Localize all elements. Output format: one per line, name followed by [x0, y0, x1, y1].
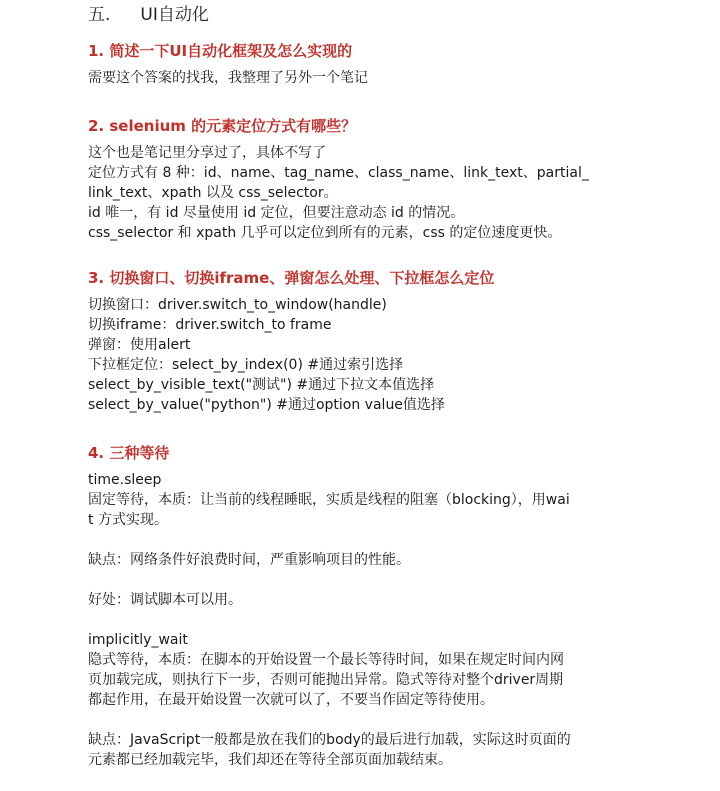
section-text-line: id 唯一，有 id 尽量使用 id 定位，但要注意动态 id 的情况。 — [88, 205, 465, 221]
section-text-line: 这个也是笔记里分享过了，具体不写了 — [88, 145, 326, 161]
section-text-line: link_text、xpath 以及 css_selector。 — [88, 185, 338, 201]
section-text-line: 切换iframe：driver.switch_to frame — [88, 317, 332, 333]
section-text-line: implicitly_wait — [88, 632, 188, 648]
section-text-line: 缺点：JavaScript一般都是放在我们的body的最后进行加载，实际这时页面的 — [88, 732, 571, 748]
blank-line — [88, 530, 698, 550]
section-text-line: 定位方式有 8 种：id、name、tag_name、class_name、link_text、partial_ — [88, 165, 589, 181]
chapter-title: UI自动化 — [140, 5, 209, 25]
chapter-heading — [88, 4, 209, 26]
section-text-line: 固定等待，本质：让当前的线程睡眠，实质是线程的阻塞（blocking），用wai — [88, 492, 570, 508]
section-text-line: 缺点：网络条件好浪费时间，严重影响项目的性能。 — [88, 552, 410, 568]
section-1 — [88, 41, 698, 88]
section-2 — [88, 116, 698, 243]
blank-line — [88, 710, 698, 730]
section-text-line: 弹窗：使用alert — [88, 337, 191, 353]
blank-line — [88, 610, 698, 630]
section-text-line: 好处：调试脚本可以用。 — [88, 592, 242, 608]
section-title: 2. selenium 的元素定位方式有哪些？ — [88, 117, 357, 135]
chapter-number: 五. — [88, 5, 111, 25]
section-text-line: 下拉框定位：select_by_index(0) #通过索引选择 — [88, 357, 404, 373]
section-3 — [88, 268, 698, 415]
section-text-line: 隐式等待，本质：在脚本的开始设置一个最长等待时间，如果在规定时间内网 — [88, 652, 564, 668]
section-text-line: t 方式实现。 — [88, 512, 168, 528]
section-title: 1. 简述一下UI自动化框架及怎么实现的 — [88, 42, 353, 60]
section-title: 3. 切换窗口、切换iframe、弹窗怎么处理、下拉框怎么定位 — [88, 269, 495, 287]
section-4 — [88, 443, 698, 770]
section-title: 4. 三种等待 — [88, 444, 170, 462]
section-text-line: 元素都已经加载完毕，我们却还在等待全部页面加载结束。 — [88, 752, 452, 768]
section-text-line: select_by_value("python") #通过option value值选择 — [88, 397, 445, 413]
section-text-line: time.sleep — [88, 472, 162, 488]
section-text-line: 页加载完成，则执行下一步，否则可能抛出异常。隐式等待对整个driver周期 — [88, 672, 564, 688]
blank-line — [88, 570, 698, 590]
section-text-line: css_selector 和 xpath 几乎可以定位到所有的元素，css 的定位速度更快。 — [88, 225, 562, 241]
section-text-line: 切换窗口：driver.switch_to_window(handle) — [88, 297, 387, 313]
section-text-line: 都起作用，在最开始设置一次就可以了，不要当作固定等待使用。 — [88, 692, 494, 708]
section-text-line: 需要这个答案的找我，我整理了另外一个笔记 — [88, 70, 368, 86]
section-text-line: select_by_visible_text("测试") #通过下拉文本值选择 — [88, 377, 435, 393]
